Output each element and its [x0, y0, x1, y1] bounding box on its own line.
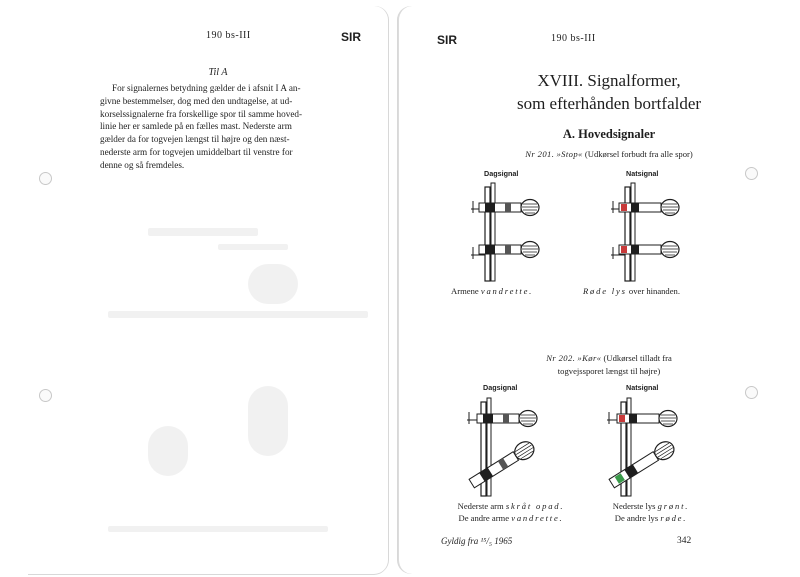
bleed-through	[248, 264, 298, 304]
nr202-desc-line-2: togvejssporet længst til højre)	[557, 366, 661, 376]
binder-hole	[39, 389, 52, 402]
paragraph-line: nederste arm for togvejen umiddelbart til venstre for	[100, 146, 293, 157]
bleed-through	[148, 228, 258, 236]
page-number: 342	[677, 536, 692, 546]
left-page-code: 190 bs-III	[206, 30, 251, 41]
nr201-number: Nr 201.	[525, 149, 555, 159]
nr201-night-caption	[583, 286, 680, 296]
bleed-through	[148, 426, 188, 476]
nr201-day-caption-prefix: Armene	[451, 286, 479, 296]
nr202-night-signal-illustration	[601, 396, 685, 496]
right-page	[398, 6, 775, 574]
nr201-night-label: Natsignal	[626, 169, 659, 178]
section-heading: A. Hovedsignaler	[562, 127, 656, 141]
right-page-sir-mark: SIR	[437, 33, 458, 47]
nr201-night-caption-suffix: over hinanden.	[628, 286, 680, 296]
left-page-sir-mark: SIR	[341, 30, 362, 44]
nr201-day-signal-illustration	[465, 181, 545, 281]
validity-footer: Gyldig fra ¹⁵/₅ 1965	[441, 536, 513, 546]
nr202-night-cap2-spaced: røde.	[660, 513, 688, 523]
nr202-night-label: Natsignal	[626, 383, 659, 392]
paragraph-line: linie her er samlede på en fælles mast. Nederste arm	[100, 121, 292, 132]
nr202-day-caption	[437, 500, 585, 524]
nr202-night-cap1-prefix: Nederste lys	[612, 501, 656, 511]
nr202-night-cap2-prefix: De andre lys	[614, 513, 659, 523]
bleed-through	[108, 311, 368, 318]
nr201-heading	[459, 149, 759, 159]
nr201-night-signal-illustration	[605, 181, 685, 281]
nr201-day-caption	[451, 286, 533, 296]
nr202-night-caption	[587, 500, 715, 524]
bleed-through	[108, 526, 328, 532]
nr202-day-cap1-prefix: Nederste arm	[457, 501, 504, 511]
chapter-title-line-2: som efterhånden bortfalder	[516, 94, 702, 113]
bleed-through	[248, 386, 288, 456]
right-page-code: 190 bs-III	[551, 33, 596, 44]
nr201-name: »Stop«	[556, 149, 583, 159]
binder-hole	[39, 172, 52, 185]
nr202-day-label: Dagsignal	[483, 383, 518, 392]
nr202-name: »Kør«	[577, 353, 602, 363]
chapter-title-line-1: XVIII. Signalformer,	[537, 71, 681, 90]
red-light-icon	[619, 415, 625, 422]
nr201-day-caption-spaced: vandrette.	[480, 286, 534, 296]
nr202-desc-line-1: (Udkørsel tilladt fra	[603, 353, 672, 363]
bleed-through	[218, 244, 288, 250]
paragraph-line: denne og så fremdeles.	[100, 159, 185, 170]
red-light-icon	[621, 246, 627, 253]
nr202-heading	[459, 352, 759, 378]
red-light-icon	[621, 204, 627, 211]
nr202-day-cap1-spaced: skråt opad.	[505, 501, 565, 511]
binder-hole	[745, 167, 758, 180]
left-page-paragraph	[100, 82, 382, 172]
left-page-heading: Til A	[208, 67, 228, 78]
left-page	[28, 6, 388, 574]
nr201-desc: (Udkørsel forbudt fra alle spor)	[584, 149, 693, 159]
nr202-day-signal-illustration	[461, 396, 545, 496]
nr202-night-cap1-spaced: grønt.	[657, 501, 690, 511]
paragraph-line: For signalernes betydning gælder de i afsnit I A an-	[112, 83, 301, 93]
nr202-day-cap2-prefix: De andre arme	[458, 513, 510, 523]
nr202-day-cap2-spaced: vandrette.	[511, 513, 564, 523]
paragraph-line: gælder da for togvejen længst til højre og den næst-	[100, 134, 290, 145]
nr201-night-caption-spaced: Røde lys	[583, 286, 627, 296]
binder-hole	[745, 386, 758, 399]
paragraph-line: korselssignalerne fra forskellige spor til samme hoved-	[100, 108, 303, 119]
nr202-number: Nr 202.	[546, 353, 576, 363]
paragraph-line: givne bestemmelser, dog med den undtagelse, at ud-	[100, 95, 293, 106]
nr201-day-label: Dagsignal	[484, 169, 519, 178]
